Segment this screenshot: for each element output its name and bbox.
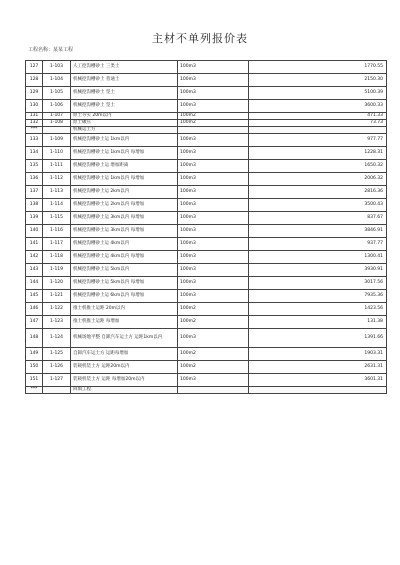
table-row [26, 160, 387, 173]
row-number: 132 [26, 120, 43, 127]
item-name: 人工挖沟槽砂土 三类土 [71, 61, 178, 74]
item-amount: 1300.41 [249, 251, 387, 264]
item-code: 1-124 [43, 329, 71, 348]
item-name: 机械挖沟槽砂土运 3km以内 每增加 [71, 212, 178, 225]
item-name: 回填工程 [71, 387, 178, 394]
item-unit: 100m3 [178, 100, 249, 113]
item-amount: 937.77 [249, 238, 387, 251]
item-name: 机械挖沟槽砂土运 4km以内 [71, 238, 178, 251]
table-row [26, 264, 387, 277]
item-unit: 100m2 [178, 316, 249, 329]
table-row [26, 120, 387, 127]
item-amount: 3930.91 [249, 264, 387, 277]
item-amount: 2816.36 [249, 186, 387, 199]
quote-table-body [26, 61, 387, 394]
row-number: 133 [26, 134, 43, 147]
item-name: 自卸汽车运土方 运距每增加 [71, 348, 178, 361]
table-row [26, 199, 387, 212]
row-number: *** [26, 387, 43, 394]
item-code: 1-112 [43, 173, 71, 186]
item-code: 1-125 [43, 348, 71, 361]
item-code: 1-106 [43, 100, 71, 113]
item-unit: 100m3 [178, 329, 249, 348]
item-name: 机械场地平整 自卸汽车运土方 运距1km以内 [71, 329, 178, 348]
table-row [26, 74, 387, 87]
item-unit: 100m2 [178, 120, 249, 127]
item-amount: 73.73 [249, 120, 387, 127]
item-name: 机械挖沟槽砂土运 增加距离 [71, 160, 178, 173]
item-name: 机械挖沟槽砂土运 5km以内 每增加 [71, 277, 178, 290]
item-code: 1-123 [43, 316, 71, 329]
item-name: 机械挖沟槽砂土运 4km以内 每增加 [71, 251, 178, 264]
row-number: 145 [26, 290, 43, 303]
item-unit: 100m3 [178, 225, 249, 238]
item-amount [249, 127, 387, 134]
row-number: 138 [26, 199, 43, 212]
item-name: 装载机装土方 运距20m以内 [71, 361, 178, 374]
item-name: 机械挖沟槽砂土运 2km以内 每增加 [71, 199, 178, 212]
row-number: 150 [26, 361, 43, 374]
item-amount: 7935.36 [249, 290, 387, 303]
item-amount: 5100.39 [249, 87, 387, 100]
item-unit: 100m3 [178, 87, 249, 100]
item-name: 装载机装土方 运距 每增加20m以内 [71, 374, 178, 387]
table-row [26, 173, 387, 186]
table-row [26, 329, 387, 348]
row-number: 139 [26, 212, 43, 225]
table-row [26, 361, 387, 374]
table-row [26, 316, 387, 329]
item-name: 机械挖沟槽砂土运 6km以内 每增加 [71, 290, 178, 303]
item-unit: 100m3 [178, 212, 249, 225]
table-row [26, 134, 387, 147]
item-name: 机械运土方 [71, 127, 178, 134]
item-name: 推土机推土运距 20m以内 [71, 303, 178, 316]
item-unit: 100m2 [178, 113, 249, 120]
row-number: 129 [26, 87, 43, 100]
item-code: 1-126 [43, 361, 71, 374]
item-unit: 100m3 [178, 199, 249, 212]
item-unit: 100m3 [178, 61, 249, 74]
row-number: 148 [26, 329, 43, 348]
table-row [26, 100, 387, 113]
row-number: 131 [26, 113, 43, 120]
item-unit: 100m3 [178, 374, 249, 387]
item-unit: 100m3 [178, 277, 249, 290]
item-code: 1-109 [43, 134, 71, 147]
table-row [26, 303, 387, 316]
row-number: 140 [26, 225, 43, 238]
item-unit: 100m2 [178, 361, 249, 374]
page-subtitle: 工程名称：某某工程 [28, 47, 74, 53]
item-unit: 100m3 [178, 134, 249, 147]
item-unit: 100m3 [178, 147, 249, 160]
item-code: 1-108 [43, 120, 71, 127]
page-title: 主材不单列报价表 [152, 32, 248, 45]
item-amount: 977.77 [249, 134, 387, 147]
table-row [26, 147, 387, 160]
item-code: 1-111 [43, 160, 71, 173]
item-amount: 1423.56 [249, 303, 387, 316]
item-name: 机械挖沟槽砂土运 1km以内 每增加 [71, 173, 178, 186]
row-number: 135 [26, 160, 43, 173]
item-name: 机械挖沟槽砂土 坚土 [71, 87, 178, 100]
item-unit [178, 127, 249, 134]
item-unit: 100m2 [178, 348, 249, 361]
table-row [26, 251, 387, 264]
item-code: 1-105 [43, 87, 71, 100]
item-code [43, 127, 71, 134]
item-amount: 3017.56 [249, 277, 387, 290]
item-amount: 1391.66 [249, 329, 387, 348]
row-number: 127 [26, 61, 43, 74]
item-amount: 131.38 [249, 316, 387, 329]
row-number: 143 [26, 264, 43, 277]
table-row [26, 113, 387, 120]
table-row [26, 238, 387, 251]
item-code: 1-121 [43, 290, 71, 303]
item-name: 机械挖沟槽砂土运 1km以内 每增加 [71, 147, 178, 160]
item-name: 机械挖沟槽砂土运 5km以内 [71, 264, 178, 277]
item-amount: 1903.31 [249, 348, 387, 361]
item-unit: 100m3 [178, 238, 249, 251]
item-code: 1-127 [43, 374, 71, 387]
item-code: 1-113 [43, 186, 71, 199]
section-row [26, 387, 387, 394]
item-amount [249, 387, 387, 394]
item-code [43, 387, 71, 394]
row-number: *** [26, 127, 43, 134]
item-amount: 3601.31 [249, 374, 387, 387]
row-number: 130 [26, 100, 43, 113]
table-row [26, 374, 387, 387]
row-number: 141 [26, 238, 43, 251]
item-amount: 3600.33 [249, 100, 387, 113]
row-number: 147 [26, 316, 43, 329]
item-amount: 2631.31 [249, 361, 387, 374]
item-code: 1-118 [43, 251, 71, 264]
item-amount: 1650.32 [249, 160, 387, 173]
table-row [26, 290, 387, 303]
item-amount: 1770.55 [249, 61, 387, 74]
table-row [26, 348, 387, 361]
item-amount: 3846.91 [249, 225, 387, 238]
table-row [26, 277, 387, 290]
row-number: 136 [26, 173, 43, 186]
item-code: 1-119 [43, 264, 71, 277]
item-code: 1-120 [43, 277, 71, 290]
item-amount: 2006.32 [249, 173, 387, 186]
item-code: 1-103 [43, 61, 71, 74]
item-unit: 100m3 [178, 186, 249, 199]
table-row [26, 212, 387, 225]
item-amount: 3500.43 [249, 199, 387, 212]
item-code: 1-122 [43, 303, 71, 316]
item-code: 1-107 [43, 113, 71, 120]
item-unit: 100m3 [178, 251, 249, 264]
table-row [26, 61, 387, 74]
item-code: 1-115 [43, 212, 71, 225]
item-name: 机械挖沟槽砂土 普通土 [71, 74, 178, 87]
item-code: 1-104 [43, 74, 71, 87]
row-number: 146 [26, 303, 43, 316]
item-amount: 471.33 [249, 113, 387, 120]
item-unit: 100m3 [178, 160, 249, 173]
item-code: 1-114 [43, 199, 71, 212]
item-name: 机械挖沟槽砂土运 3km以内 每增加 [71, 225, 178, 238]
item-name: 原土碾压 [71, 120, 178, 127]
section-row [26, 127, 387, 134]
row-number: 149 [26, 348, 43, 361]
item-name: 机械挖沟槽砂土运 2km以内 [71, 186, 178, 199]
item-code: 1-110 [43, 147, 71, 160]
item-unit: 100m3 [178, 173, 249, 186]
item-amount: 837.67 [249, 212, 387, 225]
item-code: 1-117 [43, 238, 71, 251]
item-unit: 100m3 [178, 264, 249, 277]
quote-table [25, 60, 387, 394]
row-number: 128 [26, 74, 43, 87]
row-number: 144 [26, 277, 43, 290]
row-number: 151 [26, 374, 43, 387]
item-code: 1-116 [43, 225, 71, 238]
item-unit: 100m3 [178, 74, 249, 87]
table-row [26, 87, 387, 100]
item-amount: 2150.30 [249, 74, 387, 87]
item-name: 推土机推土运距 每增加 [71, 316, 178, 329]
row-number: 137 [26, 186, 43, 199]
item-name: 机械挖沟槽砂土运 1km以内 [71, 134, 178, 147]
item-name: 原土夯实 20m以内 [71, 113, 178, 120]
item-unit: 100m3 [178, 290, 249, 303]
row-number: 142 [26, 251, 43, 264]
item-unit: 100m2 [178, 303, 249, 316]
item-name: 机械挖沟槽砂土 坚土 [71, 100, 178, 113]
table-row [26, 225, 387, 238]
table-row [26, 186, 387, 199]
item-unit [178, 387, 249, 394]
row-number: 134 [26, 147, 43, 160]
item-amount: 1228.31 [249, 147, 387, 160]
